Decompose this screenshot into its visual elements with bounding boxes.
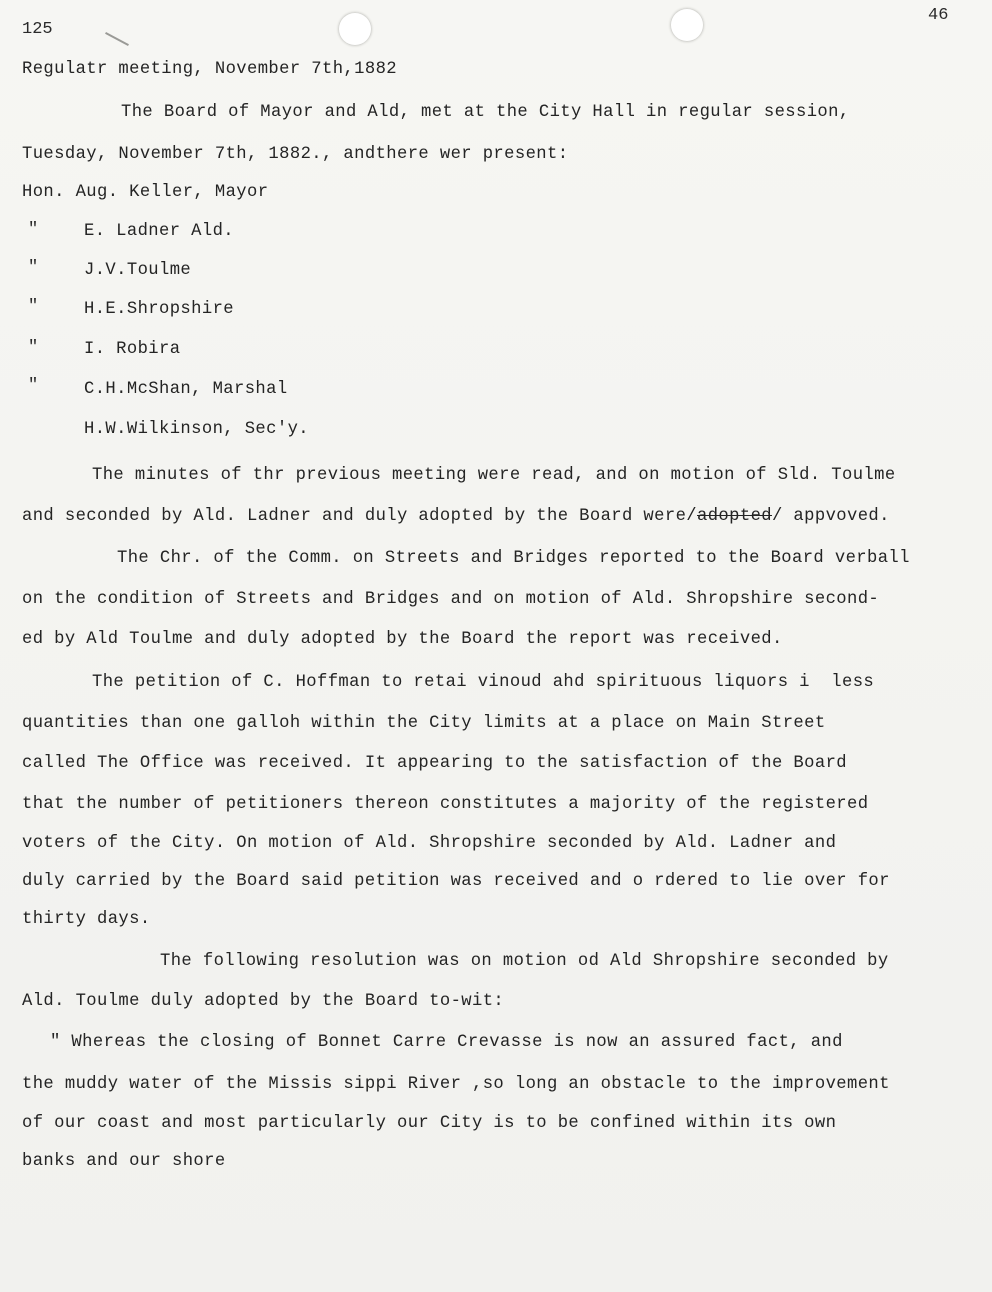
minutes-line-2-start: and seconded by Ald. Ladner and duly adopted by the Board were/	[22, 507, 697, 526]
whereas-line-1: " Whereas the closing of Bonnet Carre Crevasse is now an assured fact, and	[50, 1033, 843, 1052]
ditto-mark: "	[28, 376, 39, 395]
attendee-mayor: Hon. Aug. Keller, Mayor	[22, 183, 269, 202]
petition-line-1: The petition of C. Hoffman to retai vinoud ahd spirituous liquors i less	[92, 673, 875, 692]
petition-line-3: called The Office was received. It appearing to the satisfaction of the Board	[22, 754, 847, 773]
attendee-ladner: E. Ladner Ald.	[84, 222, 234, 241]
petition-line-4: that the number of petitioners thereon constitutes a majority of the registered	[22, 795, 869, 814]
attendee-robira: I. Robira	[84, 340, 181, 359]
opening-line-1: The Board of Mayor and Ald, met at the City Hall in regular session,	[121, 103, 850, 122]
streets-line-3: ed by Ald Toulme and duly adopted by the Board the report was received.	[22, 630, 783, 649]
petition-line-7: thirty days.	[22, 910, 151, 929]
streets-line-2: on the condition of Streets and Bridges and on motion of Ald. Shropshire second-	[22, 590, 880, 609]
petition-line-5: voters of the City. On motion of Ald. Shropshire seconded by Ald. Ladner and	[22, 834, 837, 853]
ditto-mark: "	[28, 220, 39, 239]
resolution-line-2: Ald. Toulme duly adopted by the Board to-wit:	[22, 992, 505, 1011]
opening-line-2: Tuesday, November 7th, 1882., andthere wer present:	[22, 145, 569, 164]
whereas-line-3: of our coast and most particularly our City is to be confined within its own	[22, 1114, 837, 1133]
whereas-line-2: the muddy water of the Missis sippi River ,so long an obstacle to the improvement	[22, 1075, 890, 1094]
attendee-toulme: J.V.Toulme	[84, 261, 192, 280]
streets-line-1: The Chr. of the Comm. on Streets and Bridges reported to the Board verball	[117, 549, 910, 568]
struck-word: adopted	[697, 507, 772, 526]
ditto-mark: "	[28, 338, 39, 357]
ditto-mark: "	[28, 258, 39, 277]
punch-hole-left	[338, 12, 372, 46]
page-number-left: 125	[22, 20, 53, 39]
attendee-mcshan: C.H.McShan, Marshal	[84, 380, 288, 399]
resolution-line-1: The following resolution was on motion od Ald Shropshire seconded by	[160, 952, 889, 971]
minutes-line-2	[22, 507, 890, 526]
stray-pen-mark	[105, 32, 129, 46]
attendee-shropshire: H.E.Shropshire	[84, 300, 234, 319]
attendee-wilkinson: H.W.Wilkinson, Sec'y.	[84, 420, 309, 439]
ditto-mark: "	[28, 297, 39, 316]
petition-line-6: duly carried by the Board said petition was received and o rdered to lie over for	[22, 872, 890, 891]
minutes-line-2-end: / appvoved.	[772, 507, 890, 526]
punch-hole-right	[670, 8, 704, 42]
minutes-line-1: The minutes of thr previous meeting were read, and on motion of Sld. Toulme	[92, 466, 896, 485]
whereas-line-4: banks and our shore	[22, 1152, 226, 1171]
page-number-right: 46	[928, 6, 949, 25]
petition-line-2: quantities than one galloh within the City limits at a place on Main Street	[22, 714, 826, 733]
meeting-heading: Regulatr meeting, November 7th,1882	[22, 60, 397, 79]
